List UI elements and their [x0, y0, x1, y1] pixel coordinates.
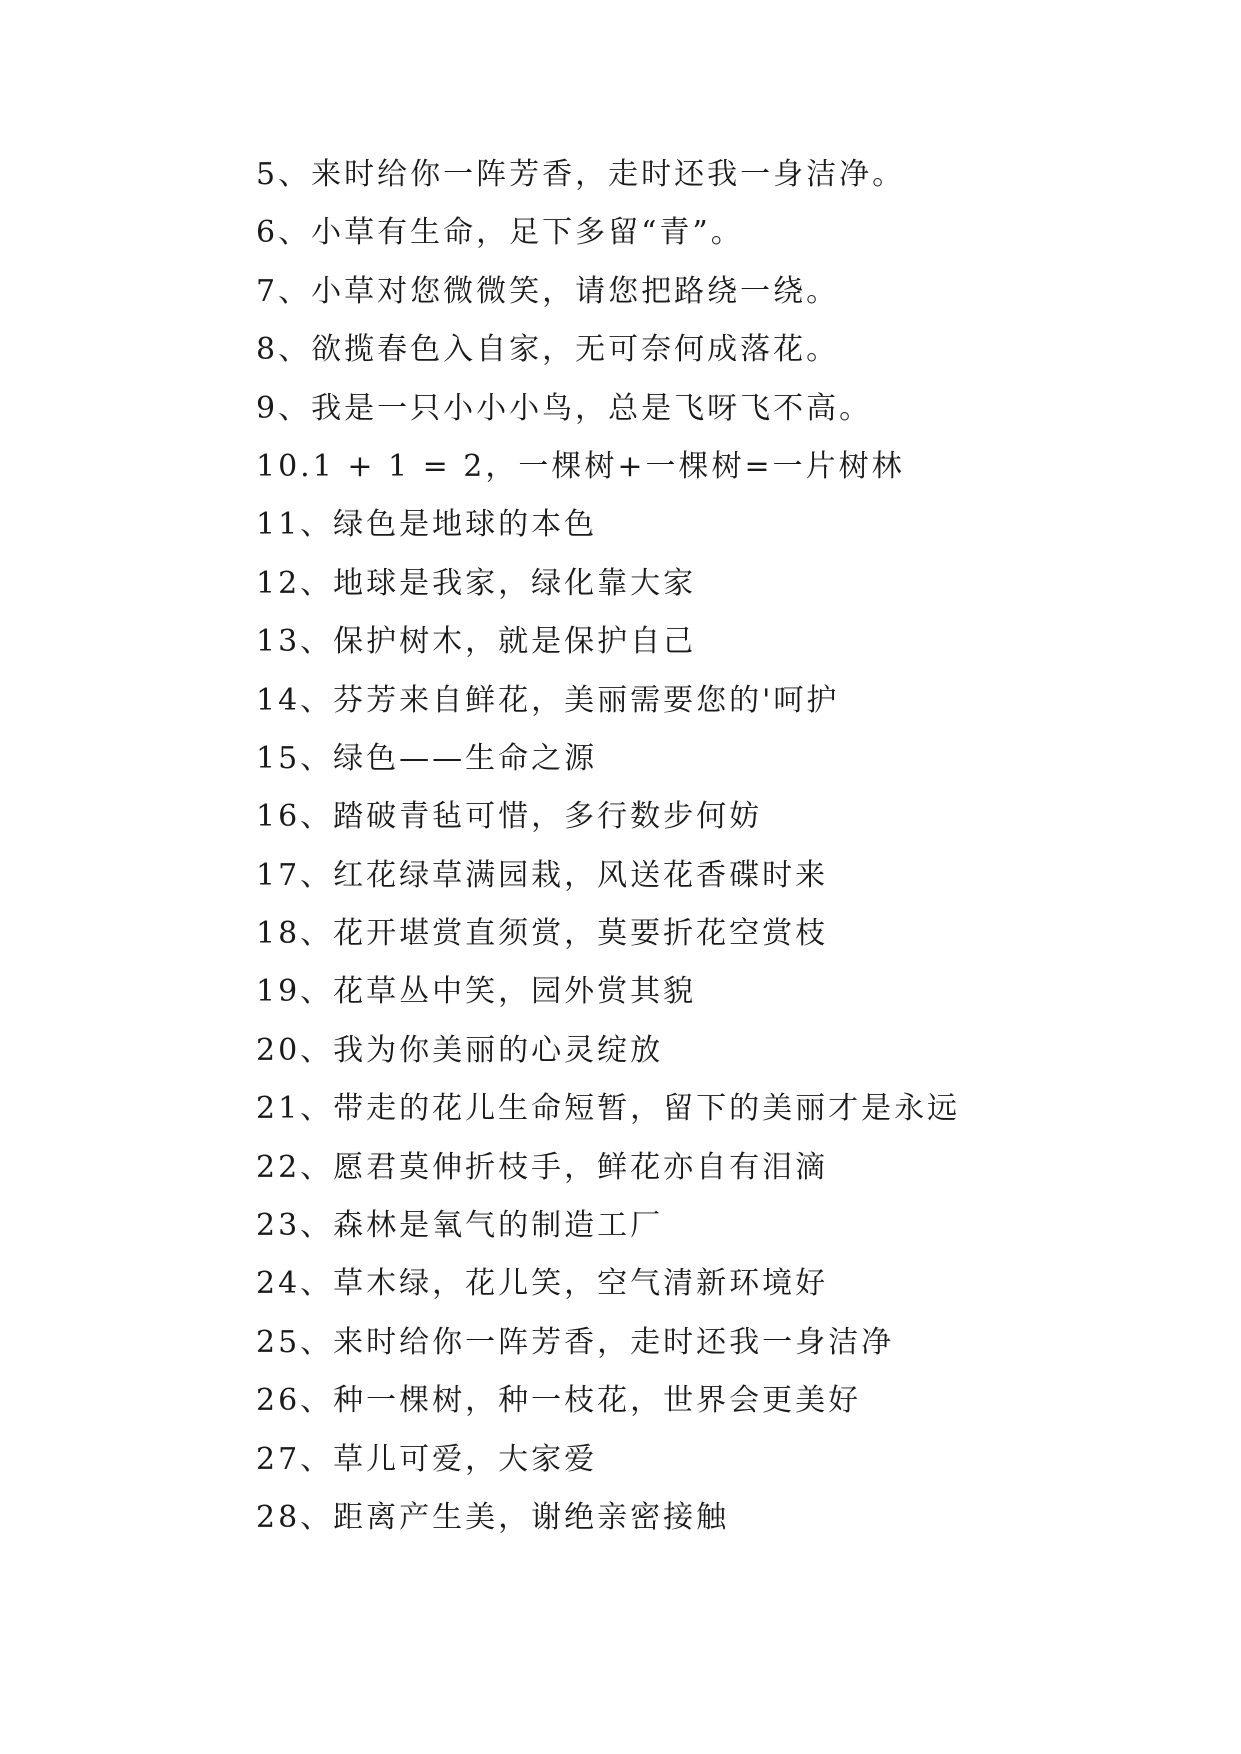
list-item: 9、我是一只小小小鸟，总是飞呀飞不高。	[256, 390, 873, 426]
list-item: 25、来时给你一阵芳香，走时还我一身洁净	[256, 1324, 895, 1360]
list-item: 13、保护树木，就是保护自己	[256, 624, 697, 660]
list-item: 15、绿色——生命之源	[256, 740, 598, 776]
list-item: 27、草儿可爱，大家爱	[256, 1441, 598, 1477]
list-item: 24、草木绿，花儿笑，空气清新环境好	[256, 1266, 829, 1302]
list-item: 16、踏破青毡可惜，多行数步何妨	[256, 799, 763, 835]
list-item: 8、欲揽春色入自家，无可奈何成落花。	[256, 332, 840, 368]
list-item: 26、种一棵树，种一枝花，世界会更美好	[256, 1383, 862, 1419]
list-item: 14、芬芳来自鲜花，美丽需要您的'呵护	[256, 682, 840, 718]
slogan-list	[256, 157, 1156, 1547]
list-item: 5、来时给你一阵芳香，走时还我一身洁净。	[256, 157, 906, 192]
list-item: 19、花草丛中笑，园外赏其貌	[256, 974, 697, 1010]
list-item: 11、绿色是地球的本色	[256, 507, 598, 543]
list-item: 18、花开堪赏直须赏，莫要折花空赏枝	[256, 916, 829, 952]
list-item: 22、愿君莫伸折枝手，鲜花亦自有泪滴	[256, 1149, 829, 1185]
list-item: 12、地球是我家，绿化靠大家	[256, 565, 697, 601]
list-item: 6、小草有生命，足下多留“青”。	[256, 215, 744, 251]
list-item: 20、我为你美丽的心灵绽放	[256, 1032, 664, 1068]
list-item: 21、带走的花儿生命短暂，留下的美丽才是永远	[256, 1091, 961, 1127]
list-item: 10.1 + 1 = 2，一棵树+一棵树=一片树林	[256, 448, 905, 484]
list-item: 23、森林是氧气的制造工厂	[256, 1208, 664, 1244]
list-item: 28、距离产生美，谢绝亲密接触	[256, 1499, 730, 1535]
list-item: 7、小草对您微微笑，请您把路绕一绕。	[256, 273, 840, 309]
list-item: 17、红花绿草满园栽，风送花香碟时来	[256, 857, 829, 893]
